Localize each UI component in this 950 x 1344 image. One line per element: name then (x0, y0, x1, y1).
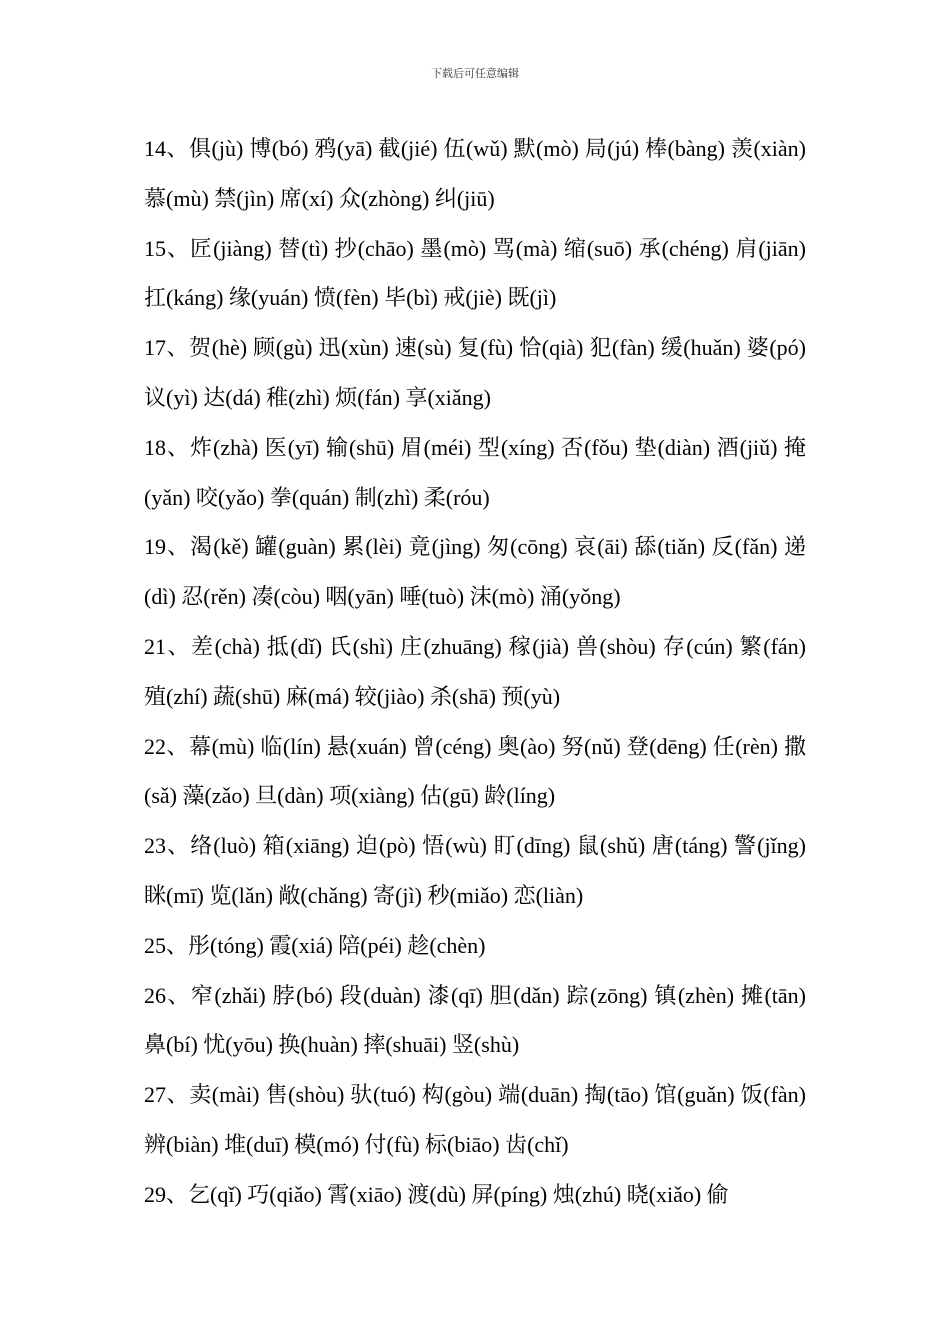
vocab-entry-23: 23、络(luò) 箱(xiāng) 迫(pò) 悟(wù) 盯(dīng) 鼠(shǔ) 唐(táng) 警(jǐng) 眯(mī) 览(lǎn) 敞(chǎng) 寄(jì) 秒(miǎo) 恋(liàn) (144, 833, 806, 908)
vocab-entry-17: 17、贺(hè) 顾(gù) 迅(xùn) 速(sù) 复(fù) 恰(qià) 犯(fàn) 缓(huǎn) 婆(pó) 议(yì) 达(dá) 稚(zhì) 烦(fán) 享(xiǎng) (144, 335, 806, 410)
vocab-entry-19: 19、渴(kě) 罐(guàn) 累(lèi) 竟(jìng) 匆(cōng) 哀(āi) 舔(tiǎn) 反(fǎn) 递(dì) 忍(rěn) 凑(còu) 咽(yān) 唾(tuò) 沫(mò) 涌(yǒng) (144, 534, 806, 610)
document-body (144, 124, 806, 1220)
vocab-entry-22: 22、幕(mù) 临(lín) 悬(xuán) 曾(céng) 奥(ào) 努(nǔ) 登(dēng) 任(rèn) 撒(sǎ) 藻(zǎo) 旦(dàn) 项(xiàng) 估(gū) 龄(líng) (144, 733, 806, 809)
vocab-entry-25: 25、彤(tóng) 霞(xiá) 陪(péi) 趁(chèn) (144, 932, 486, 958)
vocab-entry-26: 26、窄(zhǎi) 脖(bó) 段(duàn) 漆(qī) 胆(dǎn) 踪(zōng) 镇(zhèn) 摊(tān) 鼻(bí) 忧(yōu) 换(huàn) 摔(shuāi) 竖(shù) (144, 982, 806, 1058)
vocab-entry-29: 29、乞(qǐ) 巧(qiǎo) 霄(xiāo) 渡(dù) 屏(píng) 烛(zhú) 晓(xiǎo) 偷 (144, 1181, 729, 1207)
page-header: 下载后可任意编辑 (431, 68, 519, 80)
vocab-entry-18: 18、炸(zhà) 医(yī) 输(shū) 眉(méi) 型(xíng) 否(fǒu) 垫(diàn) 酒(jiǔ) 掩(yǎn) 咬(yǎo) 拳(quán) 制(zhì) 柔(róu) (144, 434, 806, 510)
vocab-entry-27: 27、卖(mài) 售(shòu) 驮(tuó) 构(gòu) 端(duān) 掏(tāo) 馆(guǎn) 饭(fàn) 辨(biàn) 堆(duī) 模(mó) 付(fù) 标(biāo) 齿(chǐ) (144, 1082, 806, 1157)
vocab-entry-21: 21、差(chà) 抵(dǐ) 氏(shì) 庄(zhuāng) 稼(jià) 兽(shòu) 存(cún) 繁(fán) 殖(zhí) 蔬(shū) 麻(má) 较(jiào) 杀(shā) 预(yù) (144, 633, 806, 709)
vocab-entry-14: 14、俱(jù) 博(bó) 鸦(yā) 截(jié) 伍(wǔ) 默(mò) 局(jú) 棒(bàng) 羡(xiàn) 慕(mù) 禁(jìn) 席(xí) 众(zhòng) 纠(jiū) (144, 136, 806, 211)
vocab-entry-15: 15、匠(jiàng) 替(tì) 抄(chāo) 墨(mò) 骂(mà) 缩(suō) 承(chéng) 肩(jiān) 扛(káng) 缘(yuán) 愤(fèn) 毕(bì) 戒(jiè) 既(jì) (144, 235, 806, 311)
